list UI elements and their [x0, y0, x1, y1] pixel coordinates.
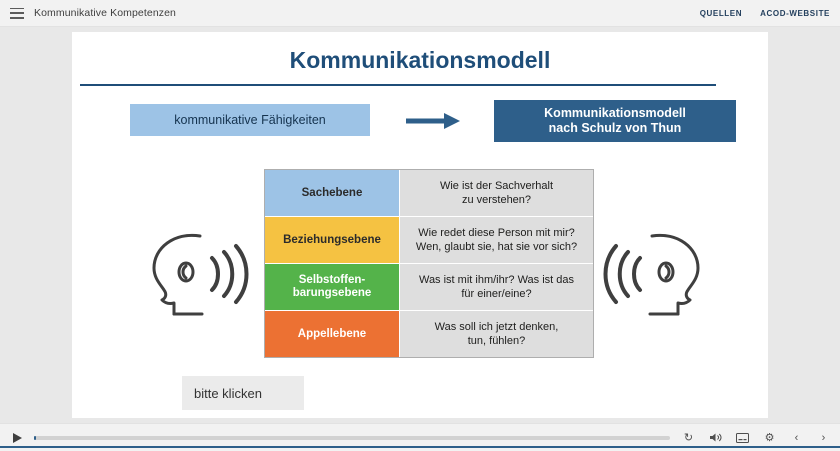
slide-stage — [0, 27, 840, 423]
bitte-klicken-button[interactable]: bitte klicken — [182, 376, 304, 410]
page-title: Kommunikationsmodell — [289, 47, 551, 73]
level-label: Beziehungsebene — [265, 217, 399, 263]
replay-icon[interactable]: ↻ — [683, 432, 694, 444]
model-box-line1: Kommunikationsmodell — [544, 106, 686, 120]
level-description — [399, 217, 593, 263]
competence-box: kommunikative Fähigkeiten — [130, 104, 370, 136]
acod-website-link[interactable]: ACOD-WEBSITE — [760, 8, 830, 18]
level-label: Appellebene — [265, 311, 399, 357]
volume-icon[interactable] — [709, 431, 722, 444]
desc-line2: Wen, glaubt sie, hat sie vor sich? — [415, 241, 578, 253]
level-label: Sachebene — [265, 170, 399, 216]
level-description — [399, 264, 593, 310]
table-row — [265, 263, 593, 310]
desc-line2: tun, fühlen? — [467, 335, 526, 347]
progress-bar[interactable] — [34, 436, 670, 440]
quellen-link[interactable]: QUELLEN — [699, 8, 743, 18]
play-icon[interactable] — [10, 431, 24, 445]
player-controls — [682, 431, 830, 444]
next-slide-icon[interactable]: › — [821, 431, 826, 444]
level-description — [399, 311, 593, 357]
model-box — [494, 100, 736, 142]
table-row — [265, 310, 593, 357]
table-row — [265, 170, 593, 216]
desc-line1: Was soll ich jetzt denken, — [434, 321, 559, 333]
desc-line1: Was ist mit ihm/ihr? Was ist das — [418, 274, 575, 286]
level-label — [265, 264, 399, 310]
table-row — [265, 216, 593, 263]
communication-levels-table — [264, 169, 594, 358]
desc-line1: Wie ist der Sachverhalt — [439, 180, 554, 192]
progress-fill — [34, 436, 36, 440]
player-accent-rule — [0, 446, 840, 448]
desc-line2: für einer/eine? — [461, 288, 532, 300]
level-label-line1: Selbstoffen- — [298, 274, 366, 286]
slide-canvas — [72, 32, 768, 418]
desc-line2: zu verstehen? — [461, 194, 532, 206]
previous-slide-icon[interactable]: ‹ — [794, 431, 799, 444]
settings-icon[interactable]: ⚙ — [764, 432, 775, 444]
course-title: Kommunikative Kompetenzen — [34, 7, 176, 19]
right-arrow-icon — [404, 110, 464, 132]
level-label-line2: barungsebene — [292, 287, 372, 299]
hamburger-icon[interactable] — [10, 8, 24, 19]
listening-head-icon — [602, 222, 712, 322]
desc-line1: Wie redet diese Person mit mir? — [418, 227, 575, 239]
top-bar — [0, 0, 840, 27]
speaking-head-icon — [140, 222, 250, 322]
level-description — [399, 170, 593, 216]
model-box-line2: nach Schulz von Thun — [548, 121, 682, 135]
title-divider — [80, 84, 716, 86]
top-bar-links — [700, 9, 830, 18]
captions-icon[interactable] — [736, 431, 749, 444]
